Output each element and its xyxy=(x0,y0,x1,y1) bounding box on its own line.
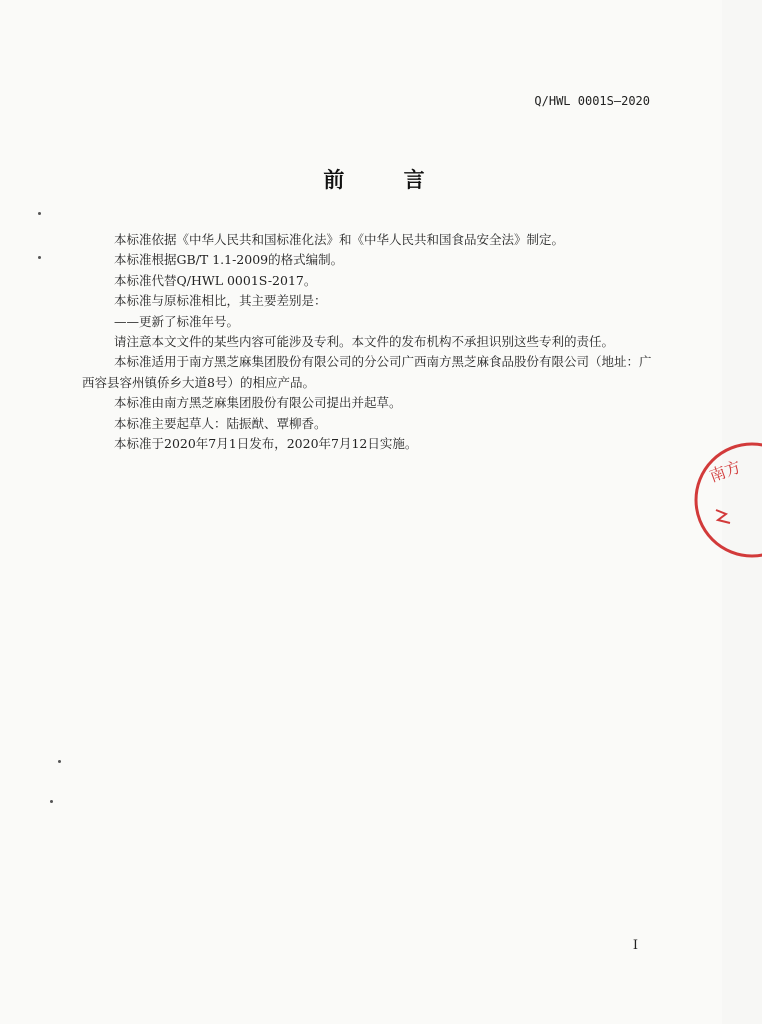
paragraph-basis: 本标准依据《中华人民共和国标准化法》和《中华人民共和国食品安全法》制定。 xyxy=(114,232,565,247)
paragraph-patent-notice: 请注意本文文件的某些内容可能涉及专利。本文件的发布机构不承担识别这些专利的责任。 xyxy=(114,334,615,350)
paragraph-change-item: ——更新了标准年号。 xyxy=(114,313,240,329)
page-number: I xyxy=(632,938,638,953)
standard-code: Q/HWL 0001S—2020 xyxy=(534,94,650,108)
scan-speck xyxy=(38,256,41,259)
paragraph-scope: 本标准适用于南方黑芝麻集团股份有限公司的分公司广西南方黑芝麻食品股份有限公司（地址：广西容县容州镇侨乡大道8号）的相应产品。 xyxy=(82,354,652,390)
document-body xyxy=(82,230,658,454)
scan-speck xyxy=(58,760,61,763)
page-title: 前 言 xyxy=(323,167,451,192)
paragraph-replaces: 本标准代替Q/HWL 0001S-2017。 xyxy=(114,272,317,288)
paragraph-dates: 本标准于2020年7月1日发布，2020年7月12日实施。 xyxy=(114,436,418,452)
scan-speck xyxy=(50,800,53,803)
paragraph-proposer: 本标准由南方黑芝麻集团股份有限公司提出并起草。 xyxy=(114,395,402,411)
paragraph-format: 本标准根据GB/T 1.1-2009的格式编制。 xyxy=(114,252,344,268)
svg-text:南方: 南方 xyxy=(706,456,744,486)
company-seal-icon xyxy=(692,430,762,570)
scan-speck xyxy=(38,212,41,215)
paragraph-drafters: 本标准主要起草人：陆振猷、覃柳香。 xyxy=(114,415,327,431)
paragraph-differences: 本标准与原标准相比，其主要差别是： xyxy=(114,293,327,309)
